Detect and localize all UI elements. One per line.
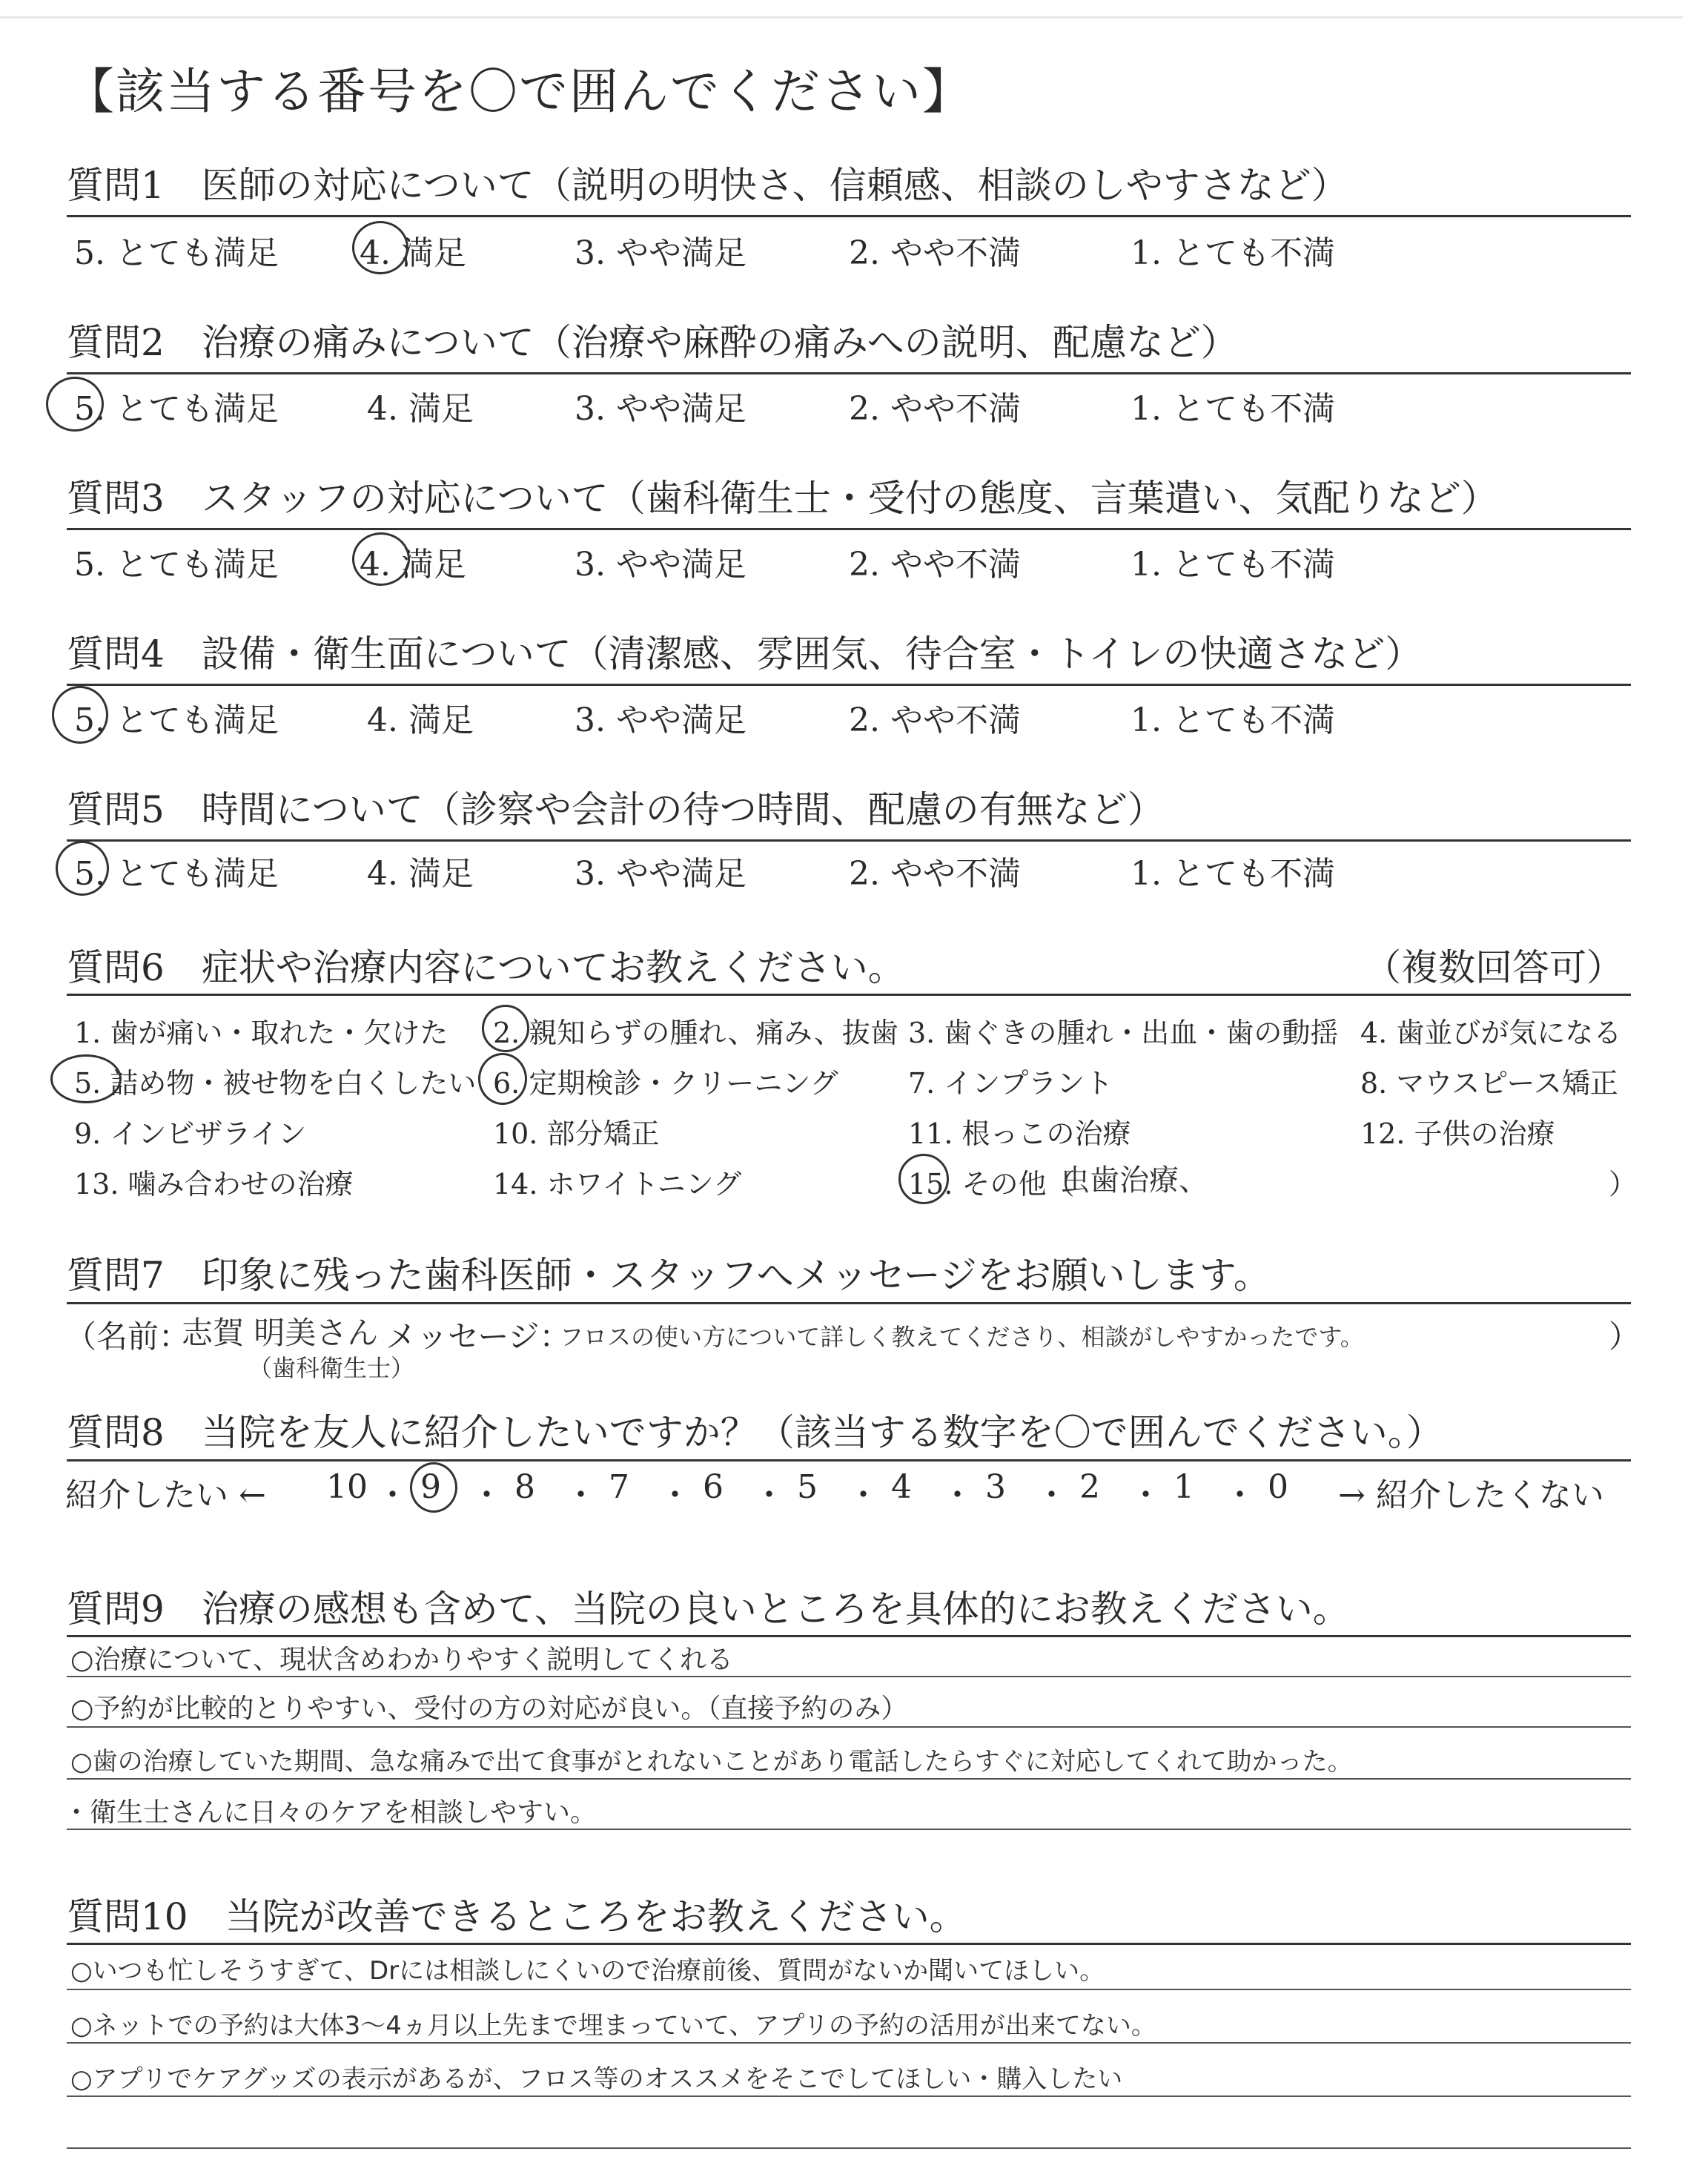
q7-name-prefix: （名前： <box>65 1318 191 1355</box>
q9-line-rule-4 <box>67 1829 1631 1830</box>
q6-item-6[interactable]: 6. 定期検診・クリーニング <box>493 1067 838 1100</box>
q6-selection-circle-2 <box>482 1005 529 1052</box>
question-6-note: （複数回答可） <box>1364 946 1623 989</box>
q6-item-11[interactable]: 11. 根っこの治療 <box>908 1117 1131 1150</box>
q2-option-1[interactable]: 1. とても不満 <box>1131 390 1335 428</box>
q8-scale-2[interactable]: 2 <box>1079 1468 1100 1506</box>
q6-item-15[interactable]: 15. その他（ <box>908 1168 1075 1200</box>
q10-line-rule-4 <box>67 2147 1631 2149</box>
q6-item-1[interactable]: 1. 歯が痛い・取れた・欠けた <box>74 1017 448 1049</box>
q8-scale-10[interactable]: 10 <box>326 1468 368 1506</box>
q8-scale-7[interactable]: 7 <box>609 1468 629 1506</box>
q6-item-14[interactable]: 14. ホワイトニング <box>493 1168 742 1200</box>
q2-option-5[interactable]: 5. とても満足 <box>74 390 279 428</box>
question-6-title: 質問6 症状や治療内容についてお教えください。 <box>67 946 905 989</box>
q3-option-3[interactable]: 3. やや満足 <box>575 546 747 584</box>
q6-item-10[interactable]: 10. 部分矯正 <box>493 1117 660 1150</box>
q4-option-2[interactable]: 2. やや不満 <box>849 701 1021 739</box>
q8-scale-8[interactable]: 8 <box>514 1468 535 1506</box>
q3-option-1[interactable]: 1. とても不満 <box>1131 546 1335 584</box>
q2-selection-circle <box>46 377 104 432</box>
q3-option-4[interactable]: 4. 満足 <box>360 546 466 584</box>
q1-option-1[interactable]: 1. とても不満 <box>1131 234 1335 272</box>
q7-close-paren: ） <box>1609 1318 1641 1355</box>
q3-selection-circle <box>352 532 410 586</box>
q9-line-rule-3 <box>67 1778 1631 1780</box>
q6-item-7[interactable]: 7. インプラント <box>908 1067 1113 1100</box>
q7-name[interactable]: 志賀 明美さん <box>182 1315 379 1351</box>
q3-option-2[interactable]: 2. やや不満 <box>849 546 1021 584</box>
question-10-rule <box>67 1943 1631 1945</box>
question-3-rule <box>67 528 1631 530</box>
q1-selection-circle <box>352 221 408 274</box>
q6-item-12[interactable]: 12. 子供の治療 <box>1360 1117 1555 1150</box>
q5-selection-circle <box>56 841 109 896</box>
q9-line-rule-2 <box>67 1726 1631 1728</box>
question-9-title: 質問9 治療の感想も含めて、当院の良いところを具体的にお教えください。 <box>67 1588 1350 1631</box>
q2-option-2[interactable]: 2. やや不満 <box>849 390 1021 428</box>
q4-option-3[interactable]: 3. やや満足 <box>575 701 747 739</box>
q9-answer-line-3[interactable]: ○歯の治療していた期間、急な痛みで出て食事がとれないことがあり電話したらすぐに対応してくれて助かった。 <box>70 1747 1353 1777</box>
q1-option-3[interactable]: 3. やや満足 <box>575 234 747 272</box>
q7-name-role: （歯科衛生士） <box>248 1354 415 1382</box>
q7-message-label: メッセージ： <box>385 1318 571 1355</box>
question-4-rule <box>67 684 1631 686</box>
q8-scale-9[interactable]: 9 <box>420 1468 441 1506</box>
q8-right-label: → 紹介したくない <box>1338 1476 1604 1514</box>
q10-answer-line-3[interactable]: ○アプリでケアグッズの表示があるが、フロス等のオススメをそこでしてほしい・購入したい <box>70 2064 1123 2094</box>
page-heading: 【該当する番号を〇で囲んでください】 <box>65 63 973 120</box>
q5-option-1[interactable]: 1. とても不満 <box>1131 855 1335 893</box>
q8-scale-separator: ・ <box>1223 1476 1257 1514</box>
q8-scale-separator: ・ <box>470 1476 503 1514</box>
q8-scale-0[interactable]: 0 <box>1268 1468 1288 1506</box>
q8-scale-separator: ・ <box>941 1476 974 1514</box>
question-1-title: 質問1 医師の対応について（説明の明快さ、信頼感、相談のしやすさなど） <box>67 164 1348 207</box>
q6-item-13[interactable]: 13. 噛み合わせの治療 <box>74 1168 354 1200</box>
q9-answer-line-1[interactable]: ○治療について、現状含めわかりやすく説明してくれる <box>70 1645 733 1675</box>
q9-answer-line-2[interactable]: ○予約が比較的とりやすい、受付の方の対応が良い。（直接予約のみ） <box>70 1694 908 1724</box>
q10-line-rule-3 <box>67 2095 1631 2097</box>
q6-selection-circle-6 <box>478 1053 527 1105</box>
q8-scale-separator: ・ <box>1035 1476 1068 1514</box>
q6-item-3[interactable]: 3. 歯ぐきの腫れ・出血・歯の動揺 <box>908 1017 1339 1049</box>
top-border <box>0 16 1683 19</box>
question-3-title: 質問3 スタッフの対応について（歯科衛生士・受付の態度、言葉遣い、気配りなど） <box>67 477 1498 520</box>
q6-item-9[interactable]: 9. インビザライン <box>74 1117 307 1150</box>
q8-scale-1[interactable]: 1 <box>1174 1468 1194 1506</box>
question-7-title: 質問7 印象に残った歯科医師・スタッフへメッセージをお願いします。 <box>67 1254 1271 1297</box>
question-5-title: 質問5 時間について（診察や会計の待つ時間、配慮の有無など） <box>67 788 1165 831</box>
q5-option-3[interactable]: 3. やや満足 <box>575 855 747 893</box>
q9-answer-line-4[interactable]: ・衛生士さんに日々のケアを相談しやすい。 <box>63 1797 598 1828</box>
question-2-rule <box>67 372 1631 374</box>
q8-scale-5[interactable]: 5 <box>797 1468 818 1506</box>
q8-scale-separator: ・ <box>847 1476 880 1514</box>
question-7-rule <box>67 1302 1631 1304</box>
q5-option-4[interactable]: 4. 満足 <box>367 855 474 893</box>
q6-item-4[interactable]: 4. 歯並びが気になる <box>1360 1017 1622 1049</box>
q8-scale-separator: ・ <box>658 1476 692 1514</box>
q10-line-rule-2 <box>67 2042 1631 2044</box>
question-8-rule <box>67 1459 1631 1462</box>
q10-answer-line-2[interactable]: ○ネットでの予約は大体3〜4ヵ月以上先まで埋まっていて、アプリの予約の活用が出来てない。 <box>70 2011 1156 2041</box>
q6-selection-circle-5 <box>50 1054 122 1103</box>
q6-item-8[interactable]: 8. マウスピース矯正 <box>1360 1067 1618 1100</box>
question-8-title: 質問8 当院を友人に紹介したいですか？（該当する数字を〇で囲んでください。） <box>67 1411 1443 1454</box>
q10-answer-line-1[interactable]: ○いつも忙しそうすぎて、Drには相談しにくいので治療前後、質問がないか聞いてほしい。 <box>70 1956 1105 1986</box>
q8-scale-separator: ・ <box>376 1476 409 1514</box>
question-5-rule <box>67 839 1631 842</box>
q8-scale-separator: ・ <box>1129 1476 1162 1514</box>
q8-scale-3[interactable]: 3 <box>985 1468 1006 1506</box>
q1-option-5[interactable]: 5. とても満足 <box>74 234 279 272</box>
q8-scale-6[interactable]: 6 <box>703 1468 724 1506</box>
q4-option-5[interactable]: 5. とても満足 <box>74 701 279 739</box>
q4-selection-circle <box>52 686 108 744</box>
q7-message[interactable]: フロスの使い方について詳しく教えてくださり、相談がしやすかったです。 <box>560 1323 1364 1351</box>
q8-scale-separator: ・ <box>752 1476 786 1514</box>
question-4-title: 質問4 設備・衛生面について（清潔感、雰囲気、待合室・トイレの快適さなど） <box>67 633 1423 676</box>
q8-scale-separator: ・ <box>564 1476 598 1514</box>
q3-option-5[interactable]: 5. とても満足 <box>74 546 279 584</box>
question-1-rule <box>67 215 1631 217</box>
q5-option-5[interactable]: 5. とても満足 <box>74 855 279 893</box>
q8-left-label: 紹介したい ← <box>65 1476 266 1514</box>
question-9-rule <box>67 1635 1631 1637</box>
q1-option-4[interactable]: 4. 満足 <box>360 234 466 272</box>
question-6-rule <box>67 994 1631 996</box>
q6-item-5[interactable]: 5. 詰め物・被せ物を白くしたい <box>74 1067 477 1100</box>
q6-other-close: ） <box>1609 1168 1638 1200</box>
question-10-title: 質問10 当院が改善できるところをお教えください。 <box>67 1895 967 1938</box>
q10-line-rule-1 <box>67 1989 1631 1990</box>
question-2-title: 質問2 治療の痛みについて（治療や麻酔の痛みへの説明、配慮など） <box>67 321 1238 364</box>
q5-option-2[interactable]: 2. やや不満 <box>849 855 1021 893</box>
q2-option-4[interactable]: 4. 満足 <box>367 390 474 428</box>
q8-scale-4[interactable]: 4 <box>891 1468 912 1506</box>
q6-selection-circle-15 <box>898 1154 949 1204</box>
q4-option-4[interactable]: 4. 満足 <box>367 701 474 739</box>
q1-option-2[interactable]: 2. やや不満 <box>849 234 1021 272</box>
q9-line-rule-1 <box>67 1676 1631 1677</box>
q4-option-1[interactable]: 1. とても不満 <box>1131 701 1335 739</box>
q2-option-3[interactable]: 3. やや満足 <box>575 390 747 428</box>
q8-selection-circle <box>410 1462 457 1513</box>
q6-other-text: 虫歯治療、 <box>1060 1163 1208 1198</box>
q6-item-2[interactable]: 2. 親知らずの腫れ、痛み、抜歯 <box>493 1017 898 1049</box>
